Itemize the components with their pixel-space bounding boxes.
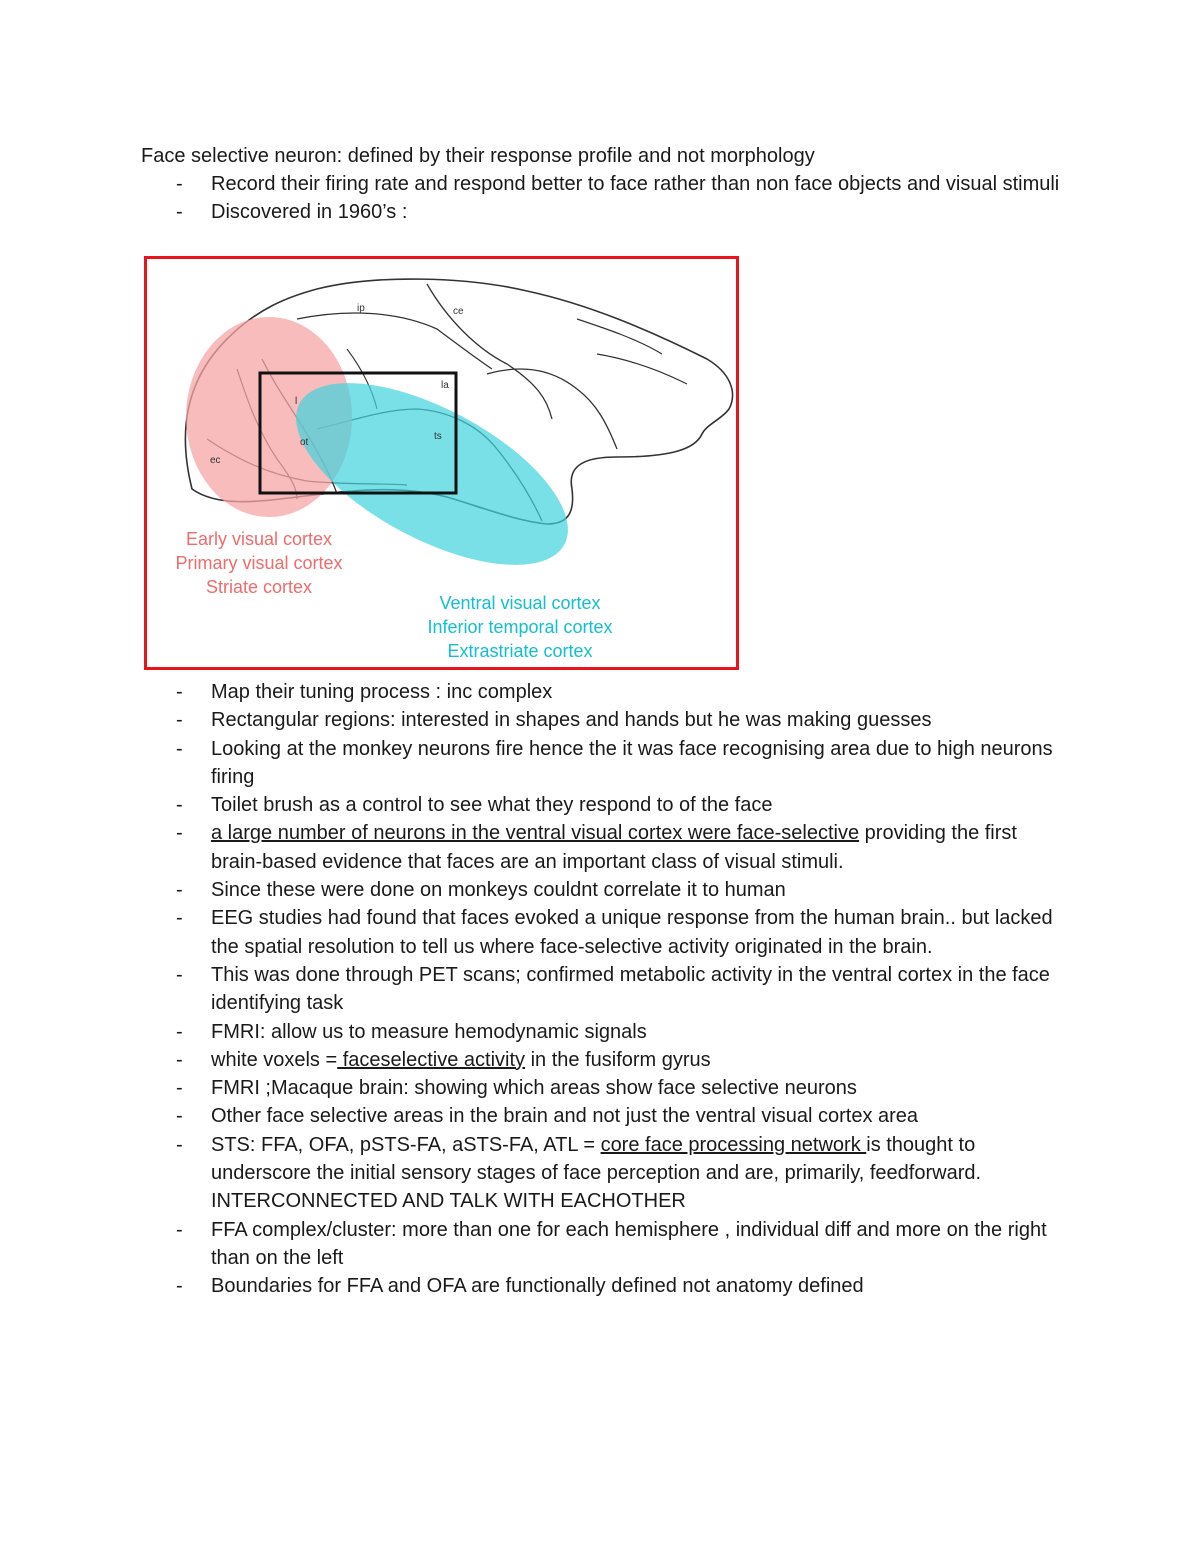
- underlined-phrase: core face processing network: [600, 1133, 867, 1156]
- bullet-dash: -: [176, 709, 183, 732]
- bullet-dash: -: [176, 737, 183, 760]
- bullet-dash: -: [176, 1077, 183, 1100]
- monkey-brain-figure: [144, 256, 739, 670]
- bullet-dash: -: [176, 794, 183, 817]
- list-item: [0, 876, 1071, 904]
- text-fragment: white voxels =: [211, 1048, 338, 1071]
- list-item-text: [211, 1046, 1071, 1074]
- sulcus-label-ot: ot: [300, 437, 309, 448]
- sulcus-label-ip: ip: [357, 303, 365, 314]
- text-fragment: in the fusiform gyrus: [525, 1048, 711, 1071]
- list-item: [0, 735, 1071, 792]
- sulcus-label-la: la: [441, 380, 449, 391]
- list-item-text: This was done through PET scans; confirmed metabolic activity in the ventral cortex in the face identifying task: [211, 963, 1050, 1015]
- list-item-text: [211, 1131, 1071, 1216]
- sulcus-label-ce: ce: [453, 306, 464, 317]
- primary-visual-label: Primary visual cortex: [175, 553, 343, 573]
- list-item: [0, 819, 1071, 876]
- list-item-text: Looking at the monkey neurons fire hence the it was face recognising area due to high neurons firing: [211, 737, 1053, 788]
- bullet-dash: -: [176, 1218, 183, 1241]
- bullet-dash: -: [176, 1020, 183, 1043]
- list-item-text: Map their tuning process : inc complex: [211, 681, 553, 703]
- list-item-text: Boundaries for FFA and OFA are functionally defined not anatomy defined: [211, 1275, 864, 1298]
- list-item-text: Other face selective areas in the brain and not just the ventral visual cortex area: [211, 1105, 919, 1128]
- list-item-text: Discovered in 1960’s :: [211, 201, 408, 224]
- list-item: [0, 1046, 1071, 1074]
- list-item-text: [211, 819, 1071, 876]
- list-item: [0, 1131, 1071, 1216]
- sulcus-label-l: l: [295, 396, 298, 407]
- list-item: [0, 1074, 1071, 1102]
- bullet-dash: -: [176, 1275, 183, 1298]
- sulcus-label-ts: ts: [434, 431, 442, 442]
- sulcus-line: [427, 284, 552, 419]
- list-item-text: Record their firing rate and respond better to face rather than non face objects and visual stimuli: [211, 173, 1060, 195]
- bullet-dash: -: [176, 879, 183, 902]
- list-item: [0, 678, 1071, 706]
- list-item: [0, 170, 1071, 198]
- list-item-text: EEG studies had found that faces evoked a unique response from the human brain.. but lacked the spatial resolution to tell us where face-selective activity originated in the brain.: [211, 907, 1053, 958]
- text-fragment: is thought to underscore the initial sensory stages of face perception and are, primarily, feedforward. INTERCONNECTED AND TALK WITH EACHOTHER: [211, 1133, 982, 1213]
- list-item-text: Rectangular regions: interested in shapes and hands but he was making guesses: [211, 709, 932, 732]
- striate-cortex-label: Striate cortex: [205, 577, 313, 597]
- section-heading: Face selective neuron: defined by their response profile and not morphology: [141, 145, 815, 167]
- bullet-dash: -: [176, 681, 183, 703]
- ventral-visual-label: Ventral visual cortex: [439, 593, 601, 613]
- list-item-text: Toilet brush as a control to see what they respond to of the face: [211, 794, 773, 817]
- sulcus-line: [577, 319, 662, 354]
- list-item-text: Since these were done on monkeys couldnt correlate it to human: [211, 879, 786, 902]
- brain-diagram: [147, 259, 736, 667]
- bullet-dash: -: [176, 907, 183, 930]
- bullet-dash: -: [176, 963, 183, 986]
- list-item: [0, 961, 1071, 1018]
- list-item: [0, 791, 1071, 819]
- bullet-list-top: [0, 170, 1200, 227]
- bullet-dash: -: [176, 1048, 183, 1071]
- bullet-dash: -: [176, 201, 183, 224]
- list-item: [0, 198, 1071, 226]
- sulcus-line: [597, 354, 687, 384]
- text-fragment: providing the first brain-based evidence that faces are an important class of visual stimuli.: [211, 822, 1017, 873]
- underlined-phrase: faceselective activity: [337, 1048, 526, 1071]
- extrastriate-label: Extrastriate cortex: [447, 641, 593, 661]
- list-item: [0, 904, 1071, 961]
- list-item: [0, 1102, 1071, 1130]
- underlined-phrase: a large number of neurons in the ventral visual cortex were face-selective: [211, 822, 860, 845]
- sulcus-line: [487, 369, 617, 449]
- list-item-text: FFA complex/cluster: more than one for each hemisphere , individual diff and more on the right than on the left: [211, 1218, 1047, 1269]
- bullet-list-bottom: [0, 678, 1200, 1301]
- bullet-dash: -: [176, 173, 183, 195]
- bullet-dash: -: [176, 1105, 183, 1128]
- text-fragment: STS: FFA, OFA, pSTS-FA, aSTS-FA, ATL =: [211, 1133, 601, 1156]
- list-item: [0, 1216, 1071, 1273]
- list-item: [0, 706, 1071, 734]
- bullet-dash: -: [176, 1133, 183, 1156]
- list-item: [0, 1018, 1071, 1046]
- list-item-text: FMRI ;Macaque brain: showing which areas show face selective neurons: [211, 1077, 857, 1100]
- sulcus-label-ec: ec: [210, 455, 221, 466]
- list-item: [0, 1272, 1071, 1300]
- early-visual-label: Early visual cortex: [185, 529, 333, 549]
- list-item-text: FMRI: allow us to measure hemodynamic signals: [211, 1020, 647, 1043]
- bullet-dash: -: [176, 822, 183, 845]
- inferior-temporal-label: Inferior temporal cortex: [427, 617, 613, 637]
